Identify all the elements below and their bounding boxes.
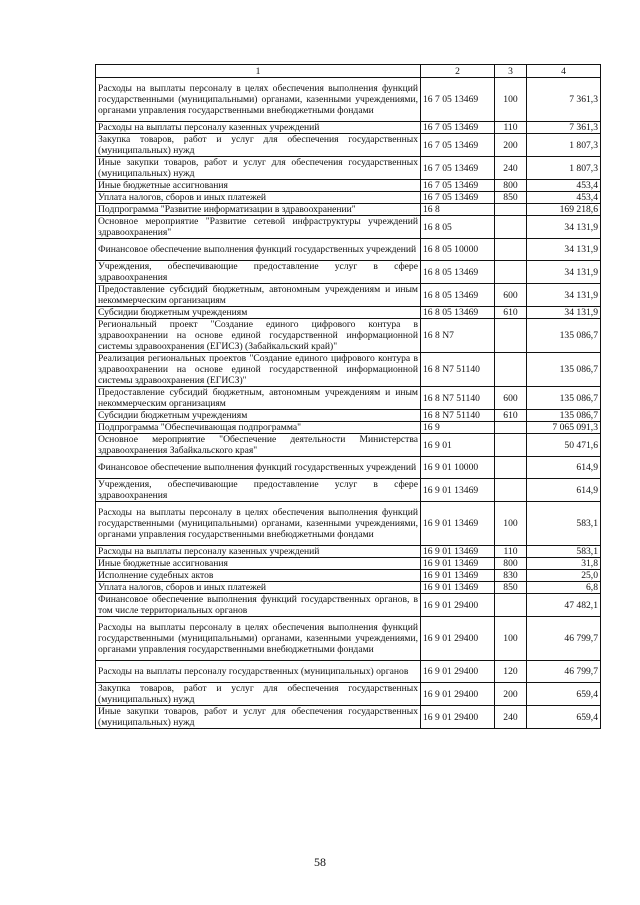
table-row bbox=[96, 683, 601, 706]
row-amount: 614,9 bbox=[527, 479, 601, 502]
row-expense-type bbox=[495, 204, 527, 216]
row-code: 16 8 N7 51140 bbox=[421, 387, 495, 410]
row-name: Расходы на выплаты персоналу казенных учреждений bbox=[96, 122, 421, 134]
row-amount: 7 065 091,3 bbox=[527, 422, 601, 434]
row-expense-type bbox=[495, 239, 527, 261]
row-amount: 135 086,7 bbox=[527, 410, 601, 422]
row-expense-type: 110 bbox=[495, 546, 527, 558]
row-expense-type: 600 bbox=[495, 387, 527, 410]
budget-table bbox=[95, 64, 601, 729]
row-code: 16 9 01 13469 bbox=[421, 570, 495, 582]
row-name: Исполнение судебных актов bbox=[96, 570, 421, 582]
row-name: Уплата налогов, сборов и иных платежей bbox=[96, 192, 421, 204]
row-amount: 46 799,7 bbox=[527, 661, 601, 683]
row-code: 16 8 05 13469 bbox=[421, 284, 495, 307]
row-expense-type bbox=[495, 434, 527, 457]
table-row bbox=[96, 410, 601, 422]
row-expense-type bbox=[495, 457, 527, 479]
row-expense-type: 830 bbox=[495, 570, 527, 582]
row-name: Расходы на выплаты персоналу в целях обеспечения выполнения функций государственными (муниципальными) органами, казенными учреждениями, органами управления государственными внебюджетными фондами bbox=[96, 617, 421, 661]
table-row bbox=[96, 617, 601, 661]
row-name: Иные бюджетные ассигнования bbox=[96, 558, 421, 570]
table-row bbox=[96, 434, 601, 457]
row-name: Закупка товаров, работ и услуг для обеспечения государственных (муниципальных) нужд bbox=[96, 134, 421, 157]
table-row bbox=[96, 570, 601, 582]
row-amount: 659,4 bbox=[527, 683, 601, 706]
row-amount: 7 361,3 bbox=[527, 78, 601, 122]
row-name: Реализация региональных проектов "Создание единого цифрового контура в здравоохранении на основе единой государственной информационной системы здравоохранения (ЕГИСЗ)" bbox=[96, 353, 421, 387]
row-name: Основное мероприятие "Развитие сетевой инфраструктуры учреждений здравоохранения" bbox=[96, 216, 421, 239]
row-amount: 135 086,7 bbox=[527, 353, 601, 387]
row-expense-type: 200 bbox=[495, 134, 527, 157]
table-row bbox=[96, 261, 601, 284]
row-name: Учреждения, обеспечивающие предоставление услуг в сфере здравоохранения bbox=[96, 479, 421, 502]
row-amount: 46 799,7 bbox=[527, 617, 601, 661]
row-amount: 50 471,6 bbox=[527, 434, 601, 457]
row-expense-type: 800 bbox=[495, 180, 527, 192]
row-name: Финансовое обеспечение выполнения функций государственных органов, в том числе территориальных органов bbox=[96, 594, 421, 617]
row-expense-type: 850 bbox=[495, 582, 527, 594]
table-row bbox=[96, 353, 601, 387]
row-code: 16 8 N7 bbox=[421, 319, 495, 353]
row-code: 16 9 bbox=[421, 422, 495, 434]
row-code: 16 9 01 13469 bbox=[421, 546, 495, 558]
header-col-3: 3 bbox=[495, 65, 527, 78]
row-amount: 135 086,7 bbox=[527, 319, 601, 353]
row-code: 16 9 01 29400 bbox=[421, 661, 495, 683]
table-row bbox=[96, 582, 601, 594]
row-code: 16 7 05 13469 bbox=[421, 122, 495, 134]
row-code: 16 8 bbox=[421, 204, 495, 216]
row-code: 16 9 01 10000 bbox=[421, 457, 495, 479]
row-code: 16 8 N7 51140 bbox=[421, 410, 495, 422]
table-row bbox=[96, 502, 601, 546]
row-code: 16 9 01 29400 bbox=[421, 683, 495, 706]
row-amount: 34 131,9 bbox=[527, 284, 601, 307]
row-amount: 34 131,9 bbox=[527, 216, 601, 239]
table-row bbox=[96, 319, 601, 353]
row-name: Закупка товаров, работ и услуг для обеспечения государственных (муниципальных) нужд bbox=[96, 683, 421, 706]
table-row bbox=[96, 192, 601, 204]
row-name: Уплата налогов, сборов и иных платежей bbox=[96, 582, 421, 594]
table-row bbox=[96, 594, 601, 617]
row-amount: 583,1 bbox=[527, 502, 601, 546]
row-name: Подпрограмма "Обеспечивающая подпрограмма" bbox=[96, 422, 421, 434]
row-code: 16 8 05 13469 bbox=[421, 261, 495, 284]
table-row bbox=[96, 239, 601, 261]
row-expense-type: 100 bbox=[495, 78, 527, 122]
row-code: 16 7 05 13469 bbox=[421, 134, 495, 157]
row-name: Предоставление субсидий бюджетным, автономным учреждениям и иным некоммерческим организациям bbox=[96, 284, 421, 307]
row-name: Расходы на выплаты персоналу в целях обеспечения выполнения функций государственными (муниципальными) органами, казенными учреждениями, органами управления государственными внебюджетными фондами bbox=[96, 78, 421, 122]
row-expense-type: 240 bbox=[495, 157, 527, 180]
table-row bbox=[96, 546, 601, 558]
table-row bbox=[96, 706, 601, 729]
row-expense-type bbox=[495, 422, 527, 434]
table-row bbox=[96, 78, 601, 122]
row-name: Учреждения, обеспечивающие предоставление услуг в сфере здравоохранения bbox=[96, 261, 421, 284]
row-amount: 135 086,7 bbox=[527, 387, 601, 410]
row-amount: 25,0 bbox=[527, 570, 601, 582]
row-expense-type bbox=[495, 479, 527, 502]
page-number: 58 bbox=[314, 855, 326, 869]
header-col-1: 1 bbox=[96, 65, 421, 78]
row-amount: 1 807,3 bbox=[527, 134, 601, 157]
row-code: 16 7 05 13469 bbox=[421, 180, 495, 192]
row-code: 16 8 05 10000 bbox=[421, 239, 495, 261]
table-row bbox=[96, 479, 601, 502]
row-name: Субсидии бюджетным учреждениям bbox=[96, 307, 421, 319]
row-amount: 34 131,9 bbox=[527, 261, 601, 284]
table-row bbox=[96, 180, 601, 192]
table-row bbox=[96, 387, 601, 410]
row-expense-type: 610 bbox=[495, 410, 527, 422]
row-code: 16 9 01 29400 bbox=[421, 617, 495, 661]
row-expense-type: 800 bbox=[495, 558, 527, 570]
row-expense-type bbox=[495, 261, 527, 284]
row-expense-type bbox=[495, 319, 527, 353]
table-header-row bbox=[96, 65, 601, 78]
row-code: 16 7 05 13469 bbox=[421, 157, 495, 180]
row-name: Расходы на выплаты персоналу казенных учреждений bbox=[96, 546, 421, 558]
row-amount: 7 361,3 bbox=[527, 122, 601, 134]
header-col-4: 4 bbox=[527, 65, 601, 78]
budget-table-body bbox=[96, 65, 601, 729]
row-name: Иные бюджетные ассигнования bbox=[96, 180, 421, 192]
row-amount: 453,4 bbox=[527, 192, 601, 204]
table-row bbox=[96, 204, 601, 216]
header-col-2: 2 bbox=[421, 65, 495, 78]
row-name: Предоставление субсидий бюджетным, автономным учреждениям и иным некоммерческим организациям bbox=[96, 387, 421, 410]
row-expense-type: 240 bbox=[495, 706, 527, 729]
row-amount: 34 131,9 bbox=[527, 239, 601, 261]
row-code: 16 8 N7 51140 bbox=[421, 353, 495, 387]
row-expense-type: 610 bbox=[495, 307, 527, 319]
row-amount: 1 807,3 bbox=[527, 157, 601, 180]
row-amount: 453,4 bbox=[527, 180, 601, 192]
row-name: Иные закупки товаров, работ и услуг для обеспечения государственных (муниципальных) нужд bbox=[96, 157, 421, 180]
row-expense-type: 600 bbox=[495, 284, 527, 307]
table-row bbox=[96, 157, 601, 180]
row-code: 16 7 05 13469 bbox=[421, 78, 495, 122]
row-amount: 34 131,9 bbox=[527, 307, 601, 319]
row-code: 16 9 01 13469 bbox=[421, 582, 495, 594]
row-name: Иные закупки товаров, работ и услуг для обеспечения государственных (муниципальных) нужд bbox=[96, 706, 421, 729]
row-amount: 47 482,1 bbox=[527, 594, 601, 617]
row-expense-type bbox=[495, 216, 527, 239]
row-expense-type: 100 bbox=[495, 617, 527, 661]
row-name: Основное мероприятие "Обеспечение деятельности Министерства здравоохранения Забайкальского края" bbox=[96, 434, 421, 457]
row-expense-type bbox=[495, 594, 527, 617]
row-expense-type bbox=[495, 353, 527, 387]
table-row bbox=[96, 216, 601, 239]
row-amount: 659,4 bbox=[527, 706, 601, 729]
row-expense-type: 120 bbox=[495, 661, 527, 683]
row-code: 16 9 01 13469 bbox=[421, 502, 495, 546]
table-row bbox=[96, 422, 601, 434]
table-row bbox=[96, 122, 601, 134]
row-code: 16 7 05 13469 bbox=[421, 192, 495, 204]
table-row bbox=[96, 134, 601, 157]
row-code: 16 8 05 13469 bbox=[421, 307, 495, 319]
row-expense-type: 200 bbox=[495, 683, 527, 706]
table-row bbox=[96, 457, 601, 479]
row-expense-type: 100 bbox=[495, 502, 527, 546]
row-code: 16 9 01 13469 bbox=[421, 558, 495, 570]
row-name: Подпрограмма "Развитие информатизации в здравоохранении" bbox=[96, 204, 421, 216]
row-name: Расходы на выплаты персоналу государственных (муниципальных) органов bbox=[96, 661, 421, 683]
row-amount: 583,1 bbox=[527, 546, 601, 558]
table-row bbox=[96, 307, 601, 319]
row-amount: 169 218,6 bbox=[527, 204, 601, 216]
row-code: 16 8 05 bbox=[421, 216, 495, 239]
row-name: Финансовое обеспечение выполнения функций государственных учреждений bbox=[96, 457, 421, 479]
row-amount: 31,8 bbox=[527, 558, 601, 570]
row-expense-type: 110 bbox=[495, 122, 527, 134]
row-amount: 614,9 bbox=[527, 457, 601, 479]
row-code: 16 9 01 29400 bbox=[421, 594, 495, 617]
table-row bbox=[96, 558, 601, 570]
row-amount: 6,8 bbox=[527, 582, 601, 594]
row-name: Финансовое обеспечение выполнения функций государственных учреждений bbox=[96, 239, 421, 261]
row-name: Расходы на выплаты персоналу в целях обеспечения выполнения функций государственными (муниципальными) органами, казенными учреждениями, органами управления государственными внебюджетными фондами bbox=[96, 502, 421, 546]
table-row bbox=[96, 661, 601, 683]
table-row bbox=[96, 284, 601, 307]
row-code: 16 9 01 29400 bbox=[421, 706, 495, 729]
row-name: Региональный проект "Создание единого цифрового контура в здравоохранении на основе единой государственной информационной системы здравоохранения (ЕГИСЗ) (Забайкальский край)" bbox=[96, 319, 421, 353]
row-code: 16 9 01 bbox=[421, 434, 495, 457]
row-name: Субсидии бюджетным учреждениям bbox=[96, 410, 421, 422]
row-expense-type: 850 bbox=[495, 192, 527, 204]
row-code: 16 9 01 13469 bbox=[421, 479, 495, 502]
